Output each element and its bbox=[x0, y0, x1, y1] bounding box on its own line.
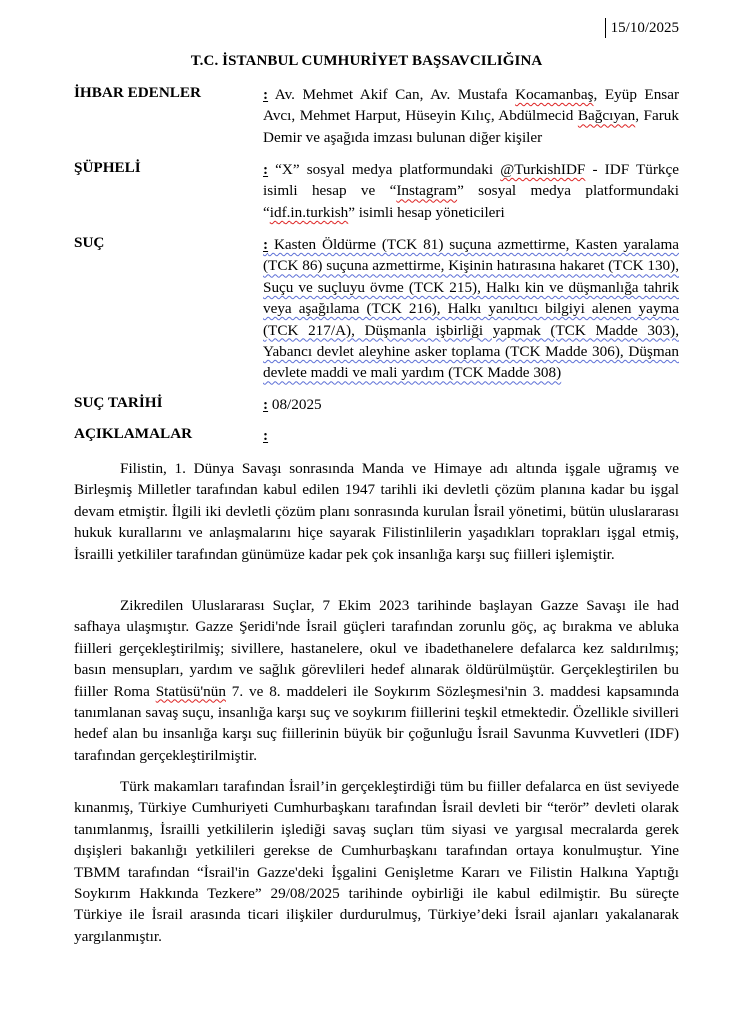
field-label: SUÇ bbox=[74, 234, 105, 251]
spell-error-word: @TurkishIDF bbox=[500, 161, 586, 178]
spell-error-word: Instagram bbox=[396, 182, 458, 200]
document-title: T.C. İSTANBUL CUMHURİYET BAŞSAVCILIĞINA bbox=[190, 53, 543, 69]
text-cursor bbox=[605, 18, 606, 38]
field-suc-tarihi bbox=[74, 394, 679, 415]
field-aciklamalar bbox=[74, 425, 679, 446]
field-supheli bbox=[74, 159, 679, 223]
field-label: İHBAR EDENLER bbox=[74, 84, 202, 101]
field-value: : Kasten Öldürme (TCK 81) suçuna azmettirme, Kasten yaralama (TCK 86) suçuna azmettirme, Kişinin hatırasına hakaret (TCK 130), Suçu ve suçluyu övme (TCK 215), Halkı kin ve düşmanlığa tahrik veya aşağılama (TCK 216), Halkı yanıltıcı bilgiyi alenen yayma (TCK 217/A), Düşmanla işbirliği yapmak (TCK Madde 303), Yabancı devlet aleyhine asker toplama (TCK Madde 306), Düşman devlete maddi ve mali yardım (TCK Madde 308) bbox=[263, 236, 679, 382]
field-value: : bbox=[263, 427, 269, 444]
field-ihbar-edenler bbox=[74, 84, 679, 148]
paragraph-3: Türk makamları tarafından İsrail’in gerçekleştirdiği tüm bu fiiller defalarca en üst seviyede kınanmış, Türkiye Cumhuriyeti Cumhurbaşkanı tarafından İsrail devleti bir “terör” devleti olarak tanımlanmış, İsrailli yetkililerin işlediği savaş suçları tüm siyasi ve yargısal mecralarda gerek dışişleri bakanlığı yetkilileri gerekse de Cumhurbaşkanı tarafından ortaya konulmuştur. Yine TBMM tarafından “İsrail'in Gazze'deki İşgalini Genişletme Kararı ve Filistin Halkına Yaptığı Soykırım Hakkında Tezkere” 29/08/2025 tarihinde oybirliği ile kabul edilmiştir. Bu süreçte Türkiye ile İsrail arasında ticari ilişkiler durdurulmuş, Türkiye’deki İsrail ajanları yakalanarak yargılanmıştır. bbox=[74, 778, 679, 945]
spell-error-word: Bağcıyan bbox=[577, 107, 636, 125]
field-suc bbox=[74, 234, 679, 384]
paragraph-2: Zikredilen Uluslararası Suçlar, 7 Ekim 2023 tarihinde başlayan Gazze Savaşı ile had safhaya ulaşmıştır. Gazze Şeridi'nde İsrail güçleri tarafından zorunlu göç, aç bırakma ve abluka fiilleri gerçekleştirilmiş; sivillere, hastanelere, okul ve ibadethanelere defalarca kez saldırılmış; basın mensupları, yardım ve sağlık görevlileri hedef alınarak öldürülmüştür. Gerçekleştirilen bu fiiller Roma Statüsü'nün 7. ve 8. maddeleri ile Soykırım Sözleşmesi'nin 3. maddesi kapsamında tanımlanan savaş suçu, insanlığa karşı suç ve soykırım fiillerini teşkil etmektedir. Özellikle sivilleri hedef alan bu insanlığa karşı suç fiillerinin büyük bir çoğunluğu İsrail Savunma Kuvvetleri (IDF) tarafından gerçekleştirilmiştir. bbox=[74, 597, 679, 764]
document-date: 15/10/2025 bbox=[610, 20, 679, 36]
spell-error-word: idf.in.turkish bbox=[269, 203, 349, 221]
field-label: AÇIKLAMALAR bbox=[74, 425, 193, 442]
field-label: SUÇ TARİHİ bbox=[74, 394, 163, 411]
field-value: : “X” sosyal medya platformundaki @TurkishIDF - IDF Türkçe isimli hesap ve “Instagram” sosyal medya platformundaki “idf.in.turkish” isimli hesap yöneticileri bbox=[263, 161, 679, 221]
field-value: : 08/2025 bbox=[263, 396, 322, 413]
field-value: : Av. Mehmet Akif Can, Av. Mustafa Kocamanbaş, Eyüp Ensar Avcı, Mehmet Harput, Hüseyin Kılıç, Abdülmecid Bağcıyan, Faruk Demir ve aşağıda imzası bulunan diğer kişiler bbox=[263, 86, 680, 146]
field-label: ŞÜPHELİ bbox=[74, 159, 141, 176]
spell-error-word: Statüsü'nün bbox=[155, 682, 226, 700]
paragraph-1: Filistin, 1. Dünya Savaşı sonrasında Manda ve Himaye adı altında işgale uğramış ve Birleşmiş Milletler tarafından kabul edilen 1947 tarihli iki devletli çözüm planına kadar bu işgal devam etmiştir. İlgili iki devletli çözüm planı sonrasında kurulan İsrail yönetimi, bütün uluslararası hukuk kurallarını ve anlaşmalarını hiçe sayarak Filistinlilerin yaşadıkları toprakları işgal etmiş, İsrailli yetkililer tarafından günümüze kadar pek çok insanlığa karşı suç fiilleri işlemiştir. bbox=[74, 460, 679, 563]
spell-error-word: Kocamanbaş bbox=[515, 86, 594, 103]
